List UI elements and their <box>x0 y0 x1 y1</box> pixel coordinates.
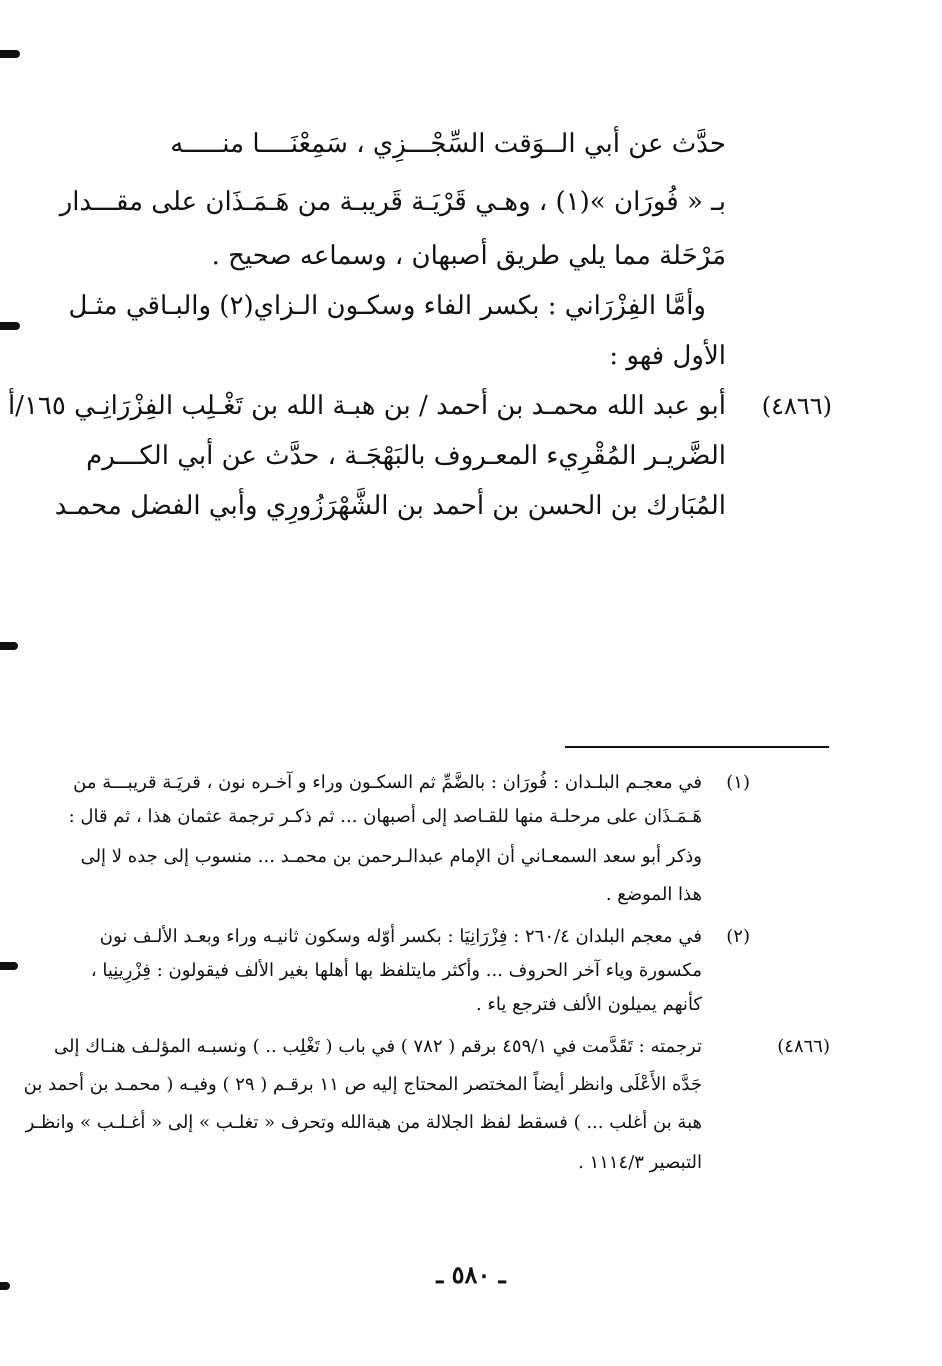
footnote-label: (٢) <box>726 926 750 947</box>
footnote-line: هَـمَـذَان على مرحلـة منها للقـاصد إلى أصبهان ... ثم ذكـر ترجمة عثمان هذا ، ثم قال : <box>68 806 702 827</box>
text-line: حدَّث عن أبي الــوَقت السِّجْـــزِي ، سَمِعْنَــــا منـــــه <box>170 129 726 159</box>
entry-line: الضَّريـر المُقْرِيء المعـروف بالبَهْجَـة ، حدَّث عن أبي الكـــرم <box>86 441 726 471</box>
footnote-line: في معجـم البلـدان : فُورَان : بالضَّمِّ ثم السكـون وراء و آخـره نون ، قريَـة قريبـــة من <box>73 772 702 793</box>
footnote-line: كأنهم يميلون الألف فترجع ياء . <box>475 994 702 1015</box>
text-line: وأمَّا الفِزْرَاني : بكسر الفاء وسكـون الـزاي(٢) والبـاقي مثـل <box>68 291 706 321</box>
footnote-line: هذا الموضع . <box>605 884 702 905</box>
text-line: الأول فهو : <box>609 341 726 371</box>
entry-line: أبو عبد الله محمـد بن أحمد / بن هبـة الله بن تَغْـلِب الفِزْرَانِـي ١٦٥/أ <box>7 391 726 421</box>
footnote-line: هبة بن أغلب ... ) فسقط لفظ الجلالة من هبةالله وتحرف « تغلـب » إلى « أغـلـب » وانظـر <box>25 1112 702 1133</box>
entry-line: المُبَارك بن الحسن بن أحمد بن الشَّهْرَزُورِي وأبي الفضل محمـد <box>54 491 726 521</box>
footnote-line: جَدَّه الأَعْلَى وانظر أيضاً المختصر المحتاج إليه ص ١١ برقـم ( ٢٩ ) وفيـه ( محمـد بن أحمد بن <box>23 1074 702 1095</box>
scan-edge-mark <box>0 962 18 970</box>
footnote-line: مكسورة وياء آخر الحروف ... وأكثر مايتلفظ بها أهلها بغير الألف فيقولون : فِزْرِينِيا ، <box>90 960 702 981</box>
footnote-label: (٤٨٦٦) <box>777 1036 830 1057</box>
scan-edge-mark <box>0 642 18 650</box>
footnote-line: ترجمته : تَقَدَّمت في ٤٥٩/١ برقم ( ٧٨٢ ) في باب ( تَغْلِب .. ) ونسبـه المؤلـف هنـاك إلى <box>53 1036 702 1057</box>
text-line: مَرْحَلة مما يلي طريق أصبهان ، وسماعه صحيح . <box>211 241 726 271</box>
entry-number: (٤٨٦٦) <box>761 392 832 420</box>
page-number: ـ ٥٨٠ ـ <box>436 1260 506 1289</box>
footnote-line: في معجم البلدان ٢٦٠/٤ : فِزْرَانِيَا : بكسر أوّله وسكون ثانيـه وراء وبعـد الألـف نون <box>99 926 702 947</box>
text-line: بـ « فُورَان »(١) ، وهـي قَرْيَـة قَريبـة من هَـمَـذَان على مقـــدار <box>59 187 726 217</box>
footnote-line: وذكر أبو سعد السمعـاني أن الإمام عبدالـرحمن بن محمـد ... منسوب إلى جده لا إلى <box>80 846 702 867</box>
scan-edge-mark <box>0 50 20 58</box>
footnote-separator <box>565 746 829 748</box>
footnote-line: التبصير ١١١٤/٣ . <box>578 1152 702 1173</box>
footnote-label: (١) <box>726 772 750 793</box>
